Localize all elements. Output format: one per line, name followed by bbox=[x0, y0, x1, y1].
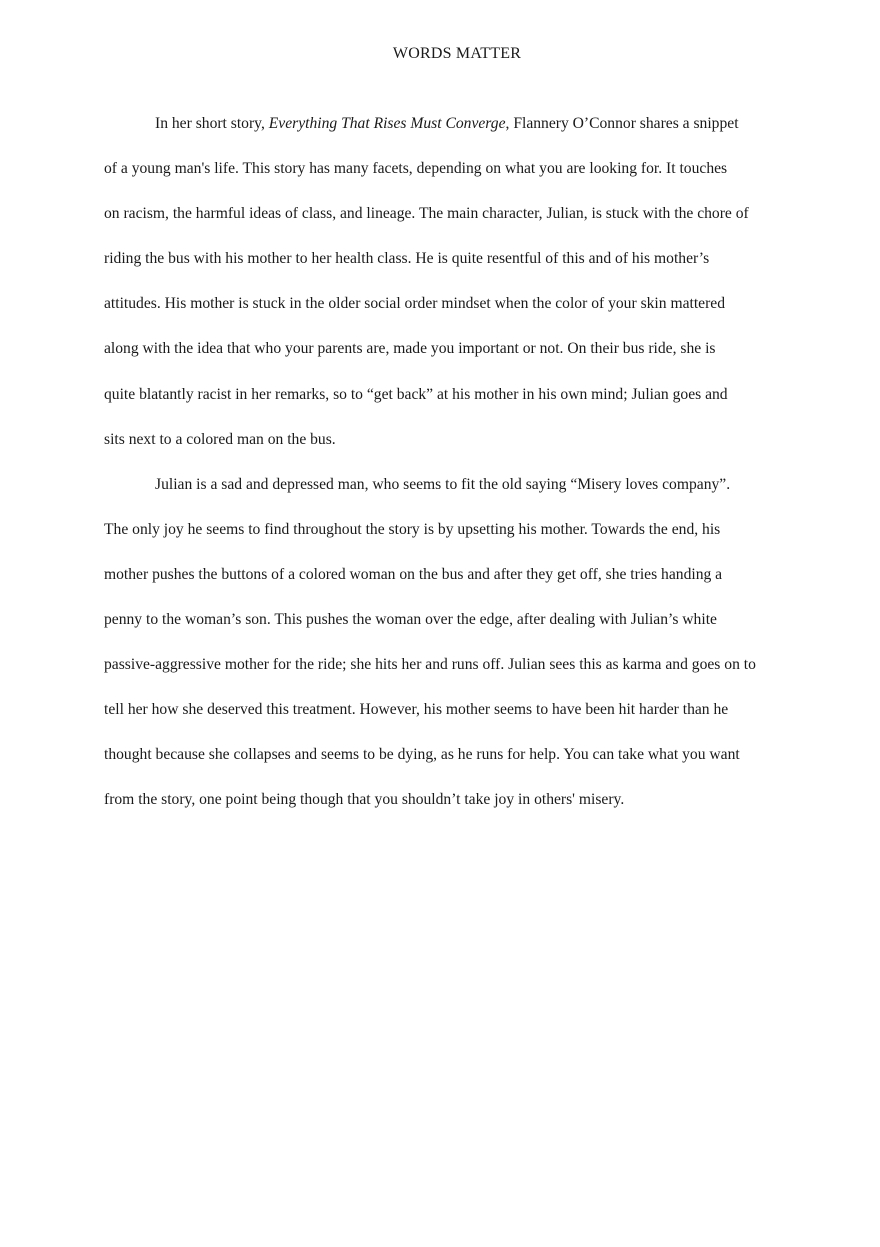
paragraph-line: tell her how she deserved this treatment. However, his mother seems to have been hit harder than he bbox=[104, 701, 729, 719]
paragraph-line: riding the bus with his mother to her health class. He is quite resentful of this and of his mother’s bbox=[104, 250, 710, 268]
paragraph-line: of a young man's life. This story has many facets, depending on what you are looking for. It touches bbox=[104, 160, 728, 178]
paragraph-line: Julian is a sad and depressed man, who seems to fit the old saying “Misery loves company”. bbox=[155, 475, 731, 493]
paragraph-line: penny to the woman’s son. This pushes the woman over the edge, after dealing with Julian’s white bbox=[104, 611, 717, 629]
paragraph-line: from the story, one point being though that you shouldn’t take joy in others' misery. bbox=[104, 791, 625, 809]
paragraph-line: quite blatantly racist in her remarks, so to “get back” at his mother in his own mind; Julian goes and bbox=[104, 385, 728, 403]
paragraph-line: attitudes. His mother is stuck in the older social order mindset when the color of your skin mattered bbox=[104, 295, 726, 313]
text-segment: In her short story, bbox=[155, 115, 269, 132]
document-title: WORDS MATTER bbox=[392, 45, 522, 62]
paragraph-2 bbox=[104, 462, 784, 823]
paragraph-1 bbox=[104, 101, 784, 462]
paragraph-line: mother pushes the buttons of a colored woman on the bus and after they get off, she tries handing a bbox=[104, 565, 723, 583]
paragraph-line: sits next to a colored man on the bus. bbox=[104, 430, 336, 448]
story-title: Everything That Rises Must Converge bbox=[268, 115, 506, 132]
paragraph-line: passive-aggressive mother for the ride; she hits her and runs off. Julian sees this as karma and goes on to bbox=[104, 656, 756, 674]
paragraph-line: thought because she collapses and seems to be dying, as he runs for help. You can take what you want bbox=[104, 746, 740, 764]
text-segment: , Flannery O’Connor shares a snippet bbox=[505, 115, 739, 132]
document-body bbox=[104, 101, 784, 823]
paragraph-line: The only joy he seems to find throughout the story is by upsetting his mother. Towards the end, his bbox=[104, 520, 721, 538]
paragraph-line: along with the idea that who your parents are, made you important or not. On their bus ride, she is bbox=[104, 340, 716, 358]
paragraph-line: on racism, the harmful ideas of class, and lineage. The main character, Julian, is stuck with the chore of bbox=[104, 205, 749, 223]
paragraph-line bbox=[104, 101, 784, 146]
